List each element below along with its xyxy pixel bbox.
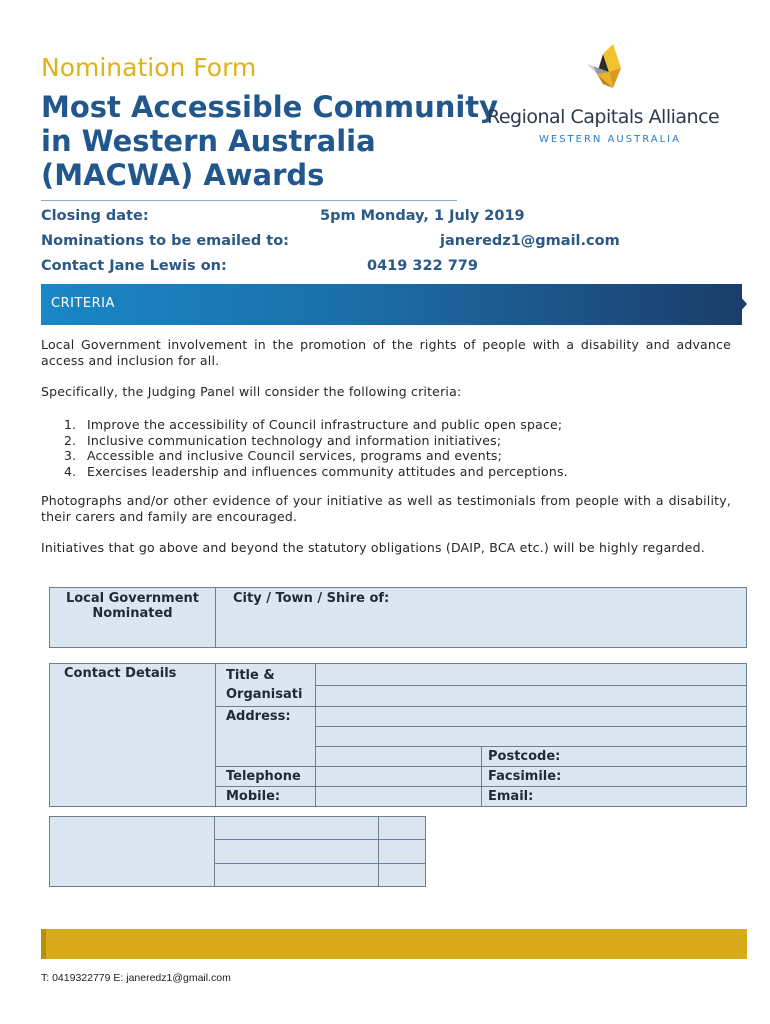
rca-logo-mark-icon bbox=[583, 44, 631, 100]
list-item: 1. Improve the accessibility of Council infrastructure and public open space; bbox=[64, 417, 563, 432]
organisation-input[interactable] bbox=[316, 686, 747, 707]
form-label: Nomination Form bbox=[41, 53, 257, 82]
title-org-label: Title & Organisati bbox=[216, 664, 316, 707]
address-label: Address: bbox=[216, 707, 316, 767]
logo-name: Regional Capitals Alliance bbox=[487, 106, 720, 128]
additional-input[interactable] bbox=[379, 817, 426, 840]
rca-logo bbox=[487, 44, 737, 154]
criteria-banner bbox=[41, 284, 742, 325]
evidence-paragraph: Photographs and/or other evidence of your initiative as well as testimonials from people with a disability, their carers and family are encouraged. bbox=[41, 493, 731, 524]
criteria-heading: CRITERIA bbox=[51, 296, 115, 311]
lg-field-label: City / Town / Shire of: bbox=[233, 591, 390, 606]
footer-accent-bar bbox=[41, 929, 747, 959]
closing-date-value: 5pm Monday, 1 July 2019 bbox=[320, 208, 525, 224]
criteria-lead: Specifically, the Judging Panel will consider the following criteria: bbox=[41, 384, 462, 399]
email-label: Nominations to be emailed to: bbox=[41, 233, 289, 249]
page-title: Most Accessible Community in Western Australia (MACWA) Awards bbox=[41, 90, 499, 192]
beyond-paragraph: Initiatives that go above and beyond the statutory obligations (DAIP, BCA etc.) will be highly regarded. bbox=[41, 540, 705, 555]
contact-details-label: Contact Details bbox=[50, 664, 216, 807]
address-line-2-input[interactable] bbox=[316, 727, 747, 747]
footer-accent-edge bbox=[41, 929, 46, 959]
criteria-list bbox=[64, 417, 568, 479]
address-line-3-input[interactable] bbox=[316, 747, 482, 767]
criteria-intro: Local Government involvement in the promotion of the rights of people with a disability and advance access and inclusion for all. bbox=[41, 337, 731, 368]
additional-input[interactable] bbox=[215, 864, 379, 887]
list-item: 3. Accessible and inclusive Council services, programs and events; bbox=[64, 448, 503, 463]
footer-contact: T: 0419322779 E: janeredz1@gmail.com bbox=[41, 972, 231, 984]
telephone-input[interactable] bbox=[316, 767, 482, 787]
list-item: 4. Exercises leadership and influences community attitudes and perceptions. bbox=[64, 463, 568, 479]
mobile-input[interactable] bbox=[316, 787, 482, 807]
email-field[interactable] bbox=[482, 787, 747, 807]
contact-phone: 0419 322 779 bbox=[367, 258, 478, 274]
additional-input[interactable] bbox=[379, 840, 426, 864]
mobile-label: Mobile: bbox=[216, 787, 316, 807]
contact-label: Contact Jane Lewis on: bbox=[41, 258, 227, 274]
additional-label-cell bbox=[50, 817, 215, 887]
additional-input[interactable] bbox=[379, 864, 426, 887]
title-divider bbox=[41, 200, 457, 201]
address-line-1-input[interactable] bbox=[316, 707, 747, 727]
facsimile-field[interactable] bbox=[482, 767, 747, 787]
list-item: 2. Inclusive communication technology and information initiatives; bbox=[64, 432, 502, 448]
contact-details-table bbox=[49, 663, 747, 807]
criteria-banner-arrow bbox=[740, 296, 747, 312]
lg-nominated-label: Local Government Nominated bbox=[50, 588, 216, 648]
additional-table bbox=[49, 816, 426, 887]
closing-date-label: Closing date: bbox=[41, 208, 149, 224]
facsimile-label: Facsimile: bbox=[488, 769, 562, 784]
email-value[interactable]: janeredz1@gmail.com bbox=[440, 233, 620, 249]
postcode-field[interactable] bbox=[482, 747, 747, 767]
postcode-label: Postcode: bbox=[488, 749, 561, 764]
email-field-label: Email: bbox=[488, 789, 534, 804]
lg-nominated-table bbox=[49, 587, 747, 648]
telephone-label: Telephone bbox=[216, 767, 316, 787]
lg-nominated-field[interactable] bbox=[216, 588, 747, 648]
logo-subtitle: WESTERN AUSTRALIA bbox=[539, 134, 681, 145]
additional-input[interactable] bbox=[215, 817, 379, 840]
additional-input[interactable] bbox=[215, 840, 379, 864]
title-input[interactable] bbox=[316, 664, 747, 686]
